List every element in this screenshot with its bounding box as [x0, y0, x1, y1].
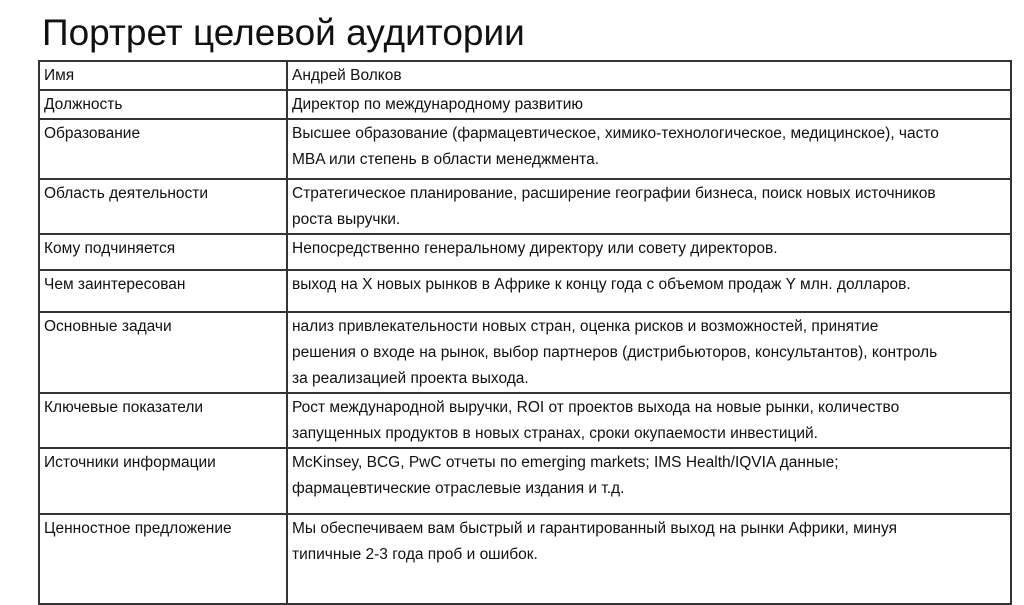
row-label: Кому подчиняется: [39, 234, 287, 270]
row-label: Ключевые показатели: [39, 393, 287, 448]
table-row: [39, 90, 1011, 119]
table-row: [39, 448, 1011, 514]
row-value: выход на X новых рынков в Африке к концу года с объемом продаж Y млн. долларов.: [287, 270, 1011, 312]
row-value: Стратегическое планирование, расширение географии бизнеса, поиск новых источников роста выручки.: [287, 179, 1011, 234]
table-row: [39, 270, 1011, 312]
slide-title: Портрет целевой аудитории: [42, 12, 525, 53]
row-value: нализ привлекательности новых стран, оценка рисков и возможностей, принятие решения о входе на рынок, выбор партнеров (дистрибьюторов, консультантов), контроль за реализацией проекта выхода.: [287, 312, 1011, 393]
table-row: [39, 61, 1011, 90]
row-label: Основные задачи: [39, 312, 287, 393]
table-row: [39, 312, 1011, 393]
row-value: Непосредственно генеральному директору или совету директоров.: [287, 234, 1011, 270]
row-value: Мы обеспечиваем вам быстрый и гарантированный выход на рынки Африки, минуя типичные 2-3 года проб и ошибок.: [287, 514, 1011, 604]
table-row: [39, 514, 1011, 604]
table-row: [39, 393, 1011, 448]
table-row: [39, 179, 1011, 234]
row-label: Область деятельности: [39, 179, 287, 234]
audience-portrait-table: [38, 60, 1012, 605]
row-value: Рост международной выручки, ROI от проектов выхода на новые рынки, количество запущенных продуктов в новых странах, сроки окупаемости инвестиций.: [287, 393, 1011, 448]
table-row: [39, 234, 1011, 270]
row-label: Чем заинтересован: [39, 270, 287, 312]
row-label: Должность: [39, 90, 287, 119]
row-value: Директор по международному развитию: [287, 90, 1011, 119]
row-label: Имя: [39, 61, 287, 90]
row-label: Ценностное предложение: [39, 514, 287, 604]
row-label: Образование: [39, 119, 287, 179]
row-label: Источники информации: [39, 448, 287, 514]
row-value: Высшее образование (фармацевтическое, химико-технологическое, медицинское), часто MBA или степень в области менеджмента.: [287, 119, 1011, 179]
row-value: McKinsey, BCG, PwC отчеты по emerging markets; IMS Health/IQVIA данные; фармацевтические отраслевые издания и т.д.: [287, 448, 1011, 514]
row-value: Андрей Волков: [287, 61, 1011, 90]
table-row: [39, 119, 1011, 179]
